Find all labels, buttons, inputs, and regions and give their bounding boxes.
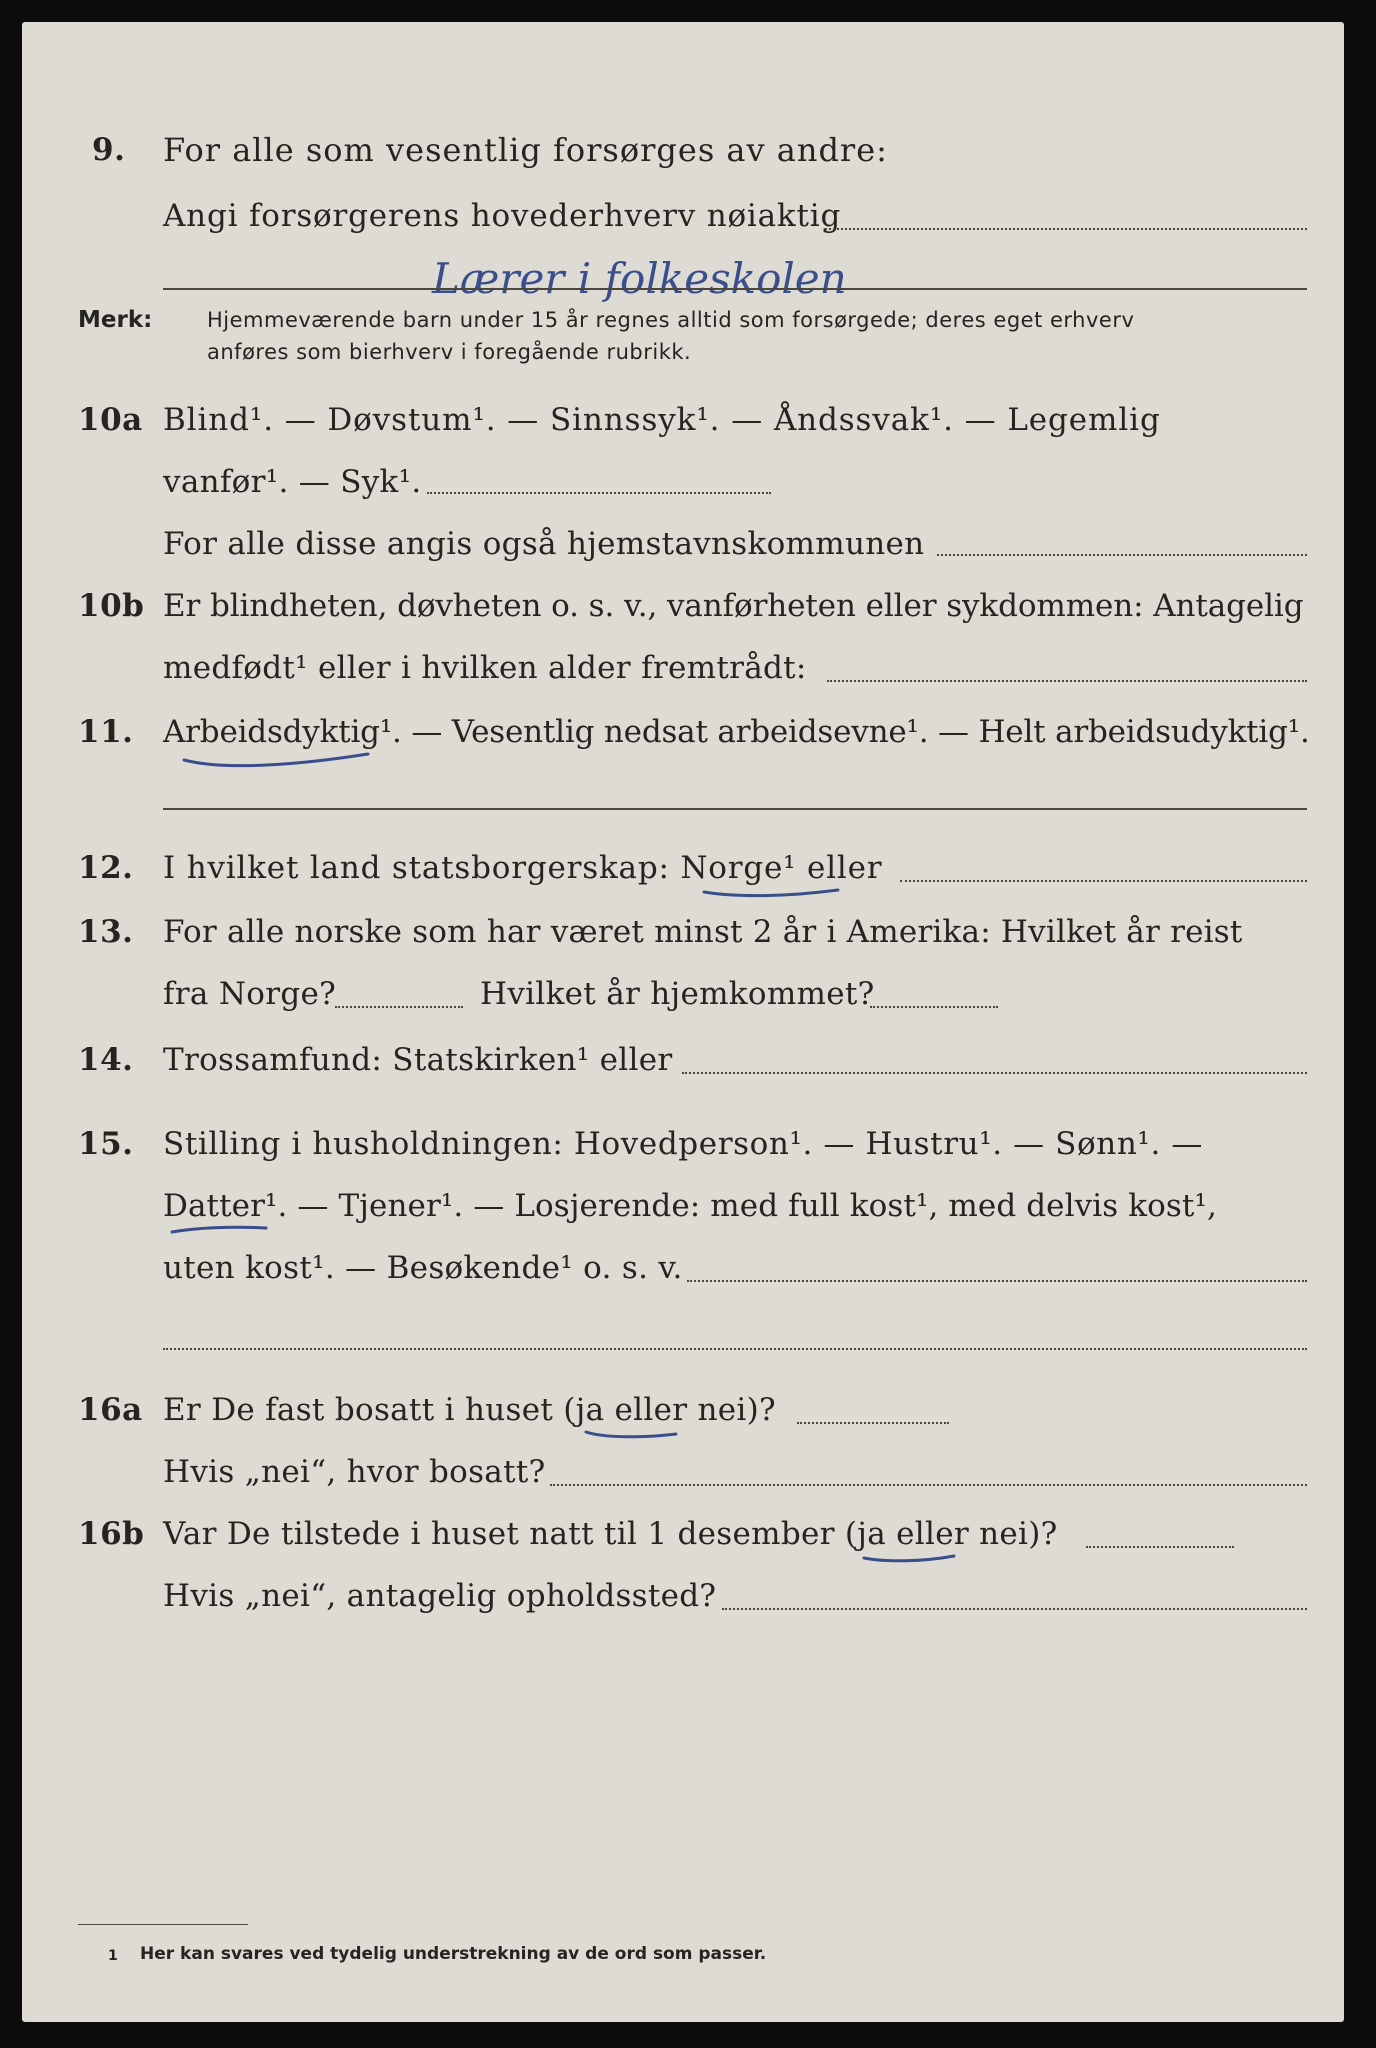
q9-number: 9. — [92, 132, 126, 168]
q13-line1: For alle norske som har været minst 2 år i Amerika: Hvilket år reist — [163, 914, 1243, 950]
q16a-hvor-line — [550, 1484, 1307, 1486]
q15-line1: Stilling i husholdningen: Hovedperson¹. — Hustru¹. — Sønn¹. — — [163, 1126, 1203, 1162]
q16b-opholdssted-line — [722, 1608, 1307, 1610]
q12-number: 12. — [78, 850, 134, 886]
q12-line1: I hvilket land statsborgerskap: Norge¹ eller — [163, 850, 883, 886]
q10a-hjemstavn-line — [937, 554, 1307, 556]
q16b-line2: Hvis „nei“, antagelig opholdssted? — [163, 1578, 717, 1614]
merk-line1: Hjemmeværende barn under 15 år regnes alltid som forsørgede; deres eget erhverv — [207, 308, 1135, 332]
q15-number: 15. — [78, 1126, 134, 1162]
merk-label: Merk: — [78, 307, 153, 333]
q10a-number: 10a — [78, 402, 143, 438]
q11-answer-line — [163, 808, 1307, 810]
q10a-line2: vanfør¹. — Syk¹. — [163, 464, 422, 500]
footnote-mark: 1 — [108, 1948, 118, 1964]
footnote-rule — [78, 1924, 248, 1925]
q11-number: 11. — [78, 714, 134, 750]
q11-underline-mark — [182, 750, 372, 774]
q10b-line2: medfødt¹ eller i hvilken alder fremtrådt: — [163, 650, 807, 686]
q16a-line1: Er De fast bosatt i huset (ja eller nei)? — [163, 1392, 776, 1428]
q16a-number: 16a — [78, 1392, 143, 1428]
q16b-line1: Var De tilstede i huset natt til 1 desember (ja eller nei)? — [163, 1516, 1058, 1552]
footnote-text: Her kan svares ved tydelig understrekning av de ord som passer. — [140, 1944, 767, 1964]
q9-answer-line-2 — [163, 288, 1307, 290]
q15-line2: Datter¹. — Tjener¹. — Losjerende: med full kost¹, med delvis kost¹, — [163, 1188, 1217, 1224]
q13-reist-line — [335, 1006, 463, 1008]
census-form-page — [22, 22, 1344, 2022]
q10b-alder-line — [827, 680, 1307, 682]
q16a-bosatt-line — [797, 1422, 949, 1424]
q10a-line3: For alle disse angis også hjemstavnskommunen — [163, 526, 925, 562]
q10a-syk-line — [427, 492, 771, 494]
q14-number: 14. — [78, 1042, 134, 1078]
q10b-number: 10b — [78, 588, 145, 624]
q13-number: 13. — [78, 914, 134, 950]
q13-line2a: fra Norge? — [163, 976, 337, 1012]
q11-line1: Arbeidsdyktig¹. — Vesentlig nedsat arbeidsevne¹. — Helt arbeidsudyktig¹. — [163, 714, 1310, 750]
q16a-line2: Hvis „nei“, hvor bosatt? — [163, 1454, 546, 1490]
q10a-line1: Blind¹. — Døvstum¹. — Sinnssyk¹. — Åndssvak¹. — Legemlig — [163, 402, 1161, 438]
q10b-line1: Er blindheten, døvheten o. s. v., vanførheten eller sykdommen: Antagelig — [163, 588, 1304, 624]
merk-line2: anføres som bierhverv i foregående rubrikk. — [207, 340, 692, 364]
q14-line1: Trossamfund: Statskirken¹ eller — [163, 1042, 673, 1078]
q12-underline-mark — [702, 884, 842, 904]
q16b-number: 16b — [78, 1516, 145, 1552]
q16a-underline-mark — [584, 1428, 680, 1446]
q9-line1: For alle som vesentlig forsørges av andre: — [163, 131, 888, 169]
q13-line2b: Hvilket år hjemkommet? — [480, 976, 875, 1012]
q12-eller-line — [900, 880, 1307, 882]
q14-eller-line — [682, 1072, 1307, 1074]
q16b-tilstede-line — [1086, 1546, 1234, 1548]
q13-hjemkommet-line — [870, 1006, 998, 1008]
q15-line3: uten kost¹. — Besøkende¹ o. s. v. — [163, 1250, 683, 1286]
q16b-underline-mark — [862, 1552, 958, 1570]
q15-osv-line — [687, 1280, 1307, 1282]
q9-answer-line-1 — [825, 228, 1307, 230]
q15-answer-line — [163, 1348, 1307, 1350]
q9-line2: Angi forsørgerens hovederhverv nøiaktig — [163, 198, 842, 234]
q9-handwritten-answer: Lærer i folkeskolen — [432, 254, 847, 303]
q15-underline-mark — [170, 1222, 270, 1242]
